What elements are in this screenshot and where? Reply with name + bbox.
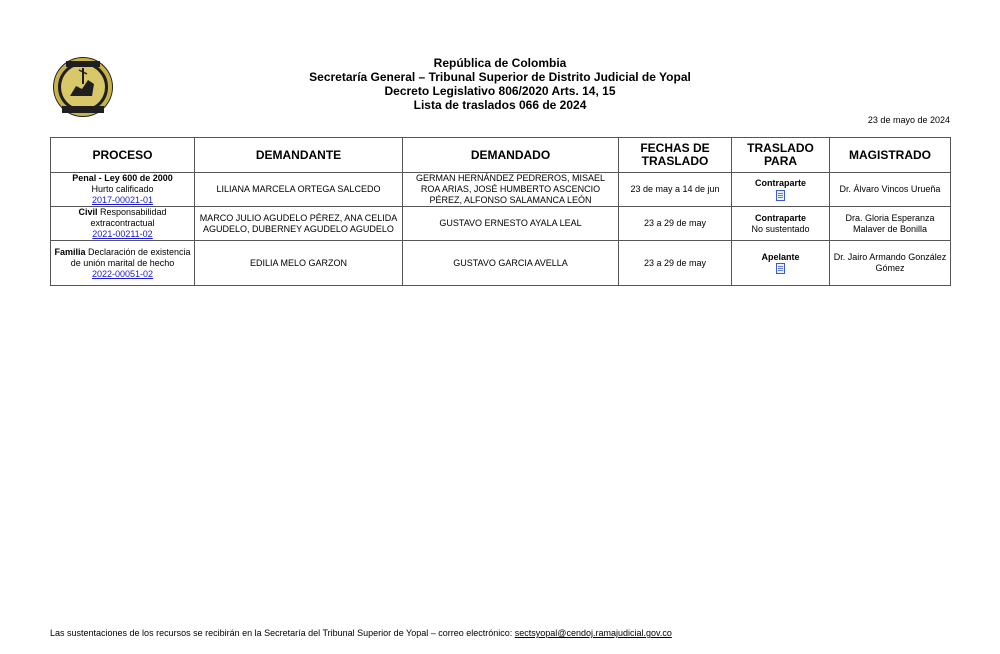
proceso-type: Civil bbox=[78, 207, 98, 217]
col-header-traslado: TRASLADO PARA bbox=[732, 138, 830, 173]
traslado-note: No sustentado bbox=[751, 223, 810, 234]
radicado-link[interactable]: 2021-00211-02 bbox=[92, 229, 153, 239]
fechas-cell: 23 a 29 de may bbox=[619, 241, 732, 286]
table-row bbox=[51, 241, 951, 286]
table-row bbox=[51, 207, 951, 241]
fechas-cell: 23 a 29 de may bbox=[619, 207, 732, 241]
demandante-cell: LILIANA MARCELA ORTEGA SALCEDO bbox=[195, 173, 403, 207]
demandante-cell: MARCO JULIO AGUDELO PÉREZ, ANA CELIDA AGUDELO, DUBERNEY AGUDELO AGUDELO bbox=[195, 207, 403, 241]
header-decreto: Decreto Legislativo 806/2020 Arts. 14, 15 bbox=[384, 84, 616, 98]
col-header-proceso: PROCESO bbox=[51, 138, 195, 173]
footer-note bbox=[50, 628, 672, 638]
proceso-desc: Responsabilidad extracontractual bbox=[90, 207, 167, 228]
document-date: 23 de mayo de 2024 bbox=[867, 115, 950, 125]
table-header-row bbox=[51, 138, 951, 173]
traslado-cell bbox=[732, 173, 830, 207]
proceso-desc: Hurto calificado bbox=[91, 184, 154, 194]
col-header-demandado: DEMANDADO bbox=[403, 138, 619, 173]
header-country: República de Colombia bbox=[433, 56, 567, 70]
demandante-cell: EDILIA MELO GARZON bbox=[195, 241, 403, 286]
traslado-para: Apelante bbox=[761, 251, 800, 262]
proceso-type: Familia bbox=[54, 246, 86, 257]
proceso-type: Penal - Ley 600 de 2000 bbox=[72, 173, 173, 183]
proceso-cell bbox=[51, 207, 195, 241]
magistrado-cell: Dra. Gloria Esperanza Malaver de Bonilla bbox=[830, 207, 951, 241]
traslado-para: Contraparte bbox=[754, 212, 806, 223]
footer-email[interactable]: sectsyopal@cendoj.ramajudicial.gov.co bbox=[514, 628, 672, 638]
traslado-cell bbox=[732, 241, 830, 286]
magistrado-cell: Dr. Jairo Armando González Gómez bbox=[830, 241, 951, 286]
proceso-cell bbox=[51, 241, 195, 286]
col-header-fechas: FECHAS DE TRASLADO bbox=[619, 138, 732, 173]
radicado-link[interactable]: 2017-00021-01 bbox=[91, 195, 154, 205]
traslado-cell bbox=[732, 207, 830, 241]
proceso-cell bbox=[51, 173, 195, 207]
footer-text: Las sustentaciones de los recursos se recibirán en la Secretaría del Tribunal Superior de Yopal – correo electrónico: bbox=[50, 628, 513, 638]
document-header bbox=[0, 56, 1000, 112]
col-header-demandante: DEMANDANTE bbox=[195, 138, 403, 173]
header-lista: Lista de traslados 066 de 2024 bbox=[413, 98, 587, 112]
magistrado-cell: Dr. Álvaro Vincos Urueña bbox=[830, 173, 951, 207]
demandado-cell: GUSTAVO GARCIA AVELLA bbox=[403, 241, 619, 286]
fechas-cell: 23 de may a 14 de jun bbox=[619, 173, 732, 207]
col-header-magistrado: MAGISTRADO bbox=[830, 138, 951, 173]
radicado-link[interactable]: 2022-00051-02 bbox=[91, 268, 154, 279]
header-secretaria: Secretaría General – Tribunal Superior de Distrito Judicial de Yopal bbox=[309, 70, 691, 84]
demandado-cell: GUSTAVO ERNESTO AYALA LEAL bbox=[403, 207, 619, 241]
document-icon[interactable] bbox=[776, 263, 785, 274]
traslados-table bbox=[50, 137, 951, 286]
traslado-para: Contraparte bbox=[754, 178, 806, 189]
document-icon[interactable] bbox=[776, 190, 785, 201]
proceso-desc: Declaración de existencia de unión marital de hecho bbox=[70, 246, 191, 268]
table-row bbox=[51, 173, 951, 207]
demandado-cell: GERMAN HERNÁNDEZ PEDREROS, MISAEL ROA ARIAS, JOSÉ HUMBERTO ASCENCIO PÉREZ, ALFONSO SALAMANCA LEÓN bbox=[403, 173, 619, 207]
